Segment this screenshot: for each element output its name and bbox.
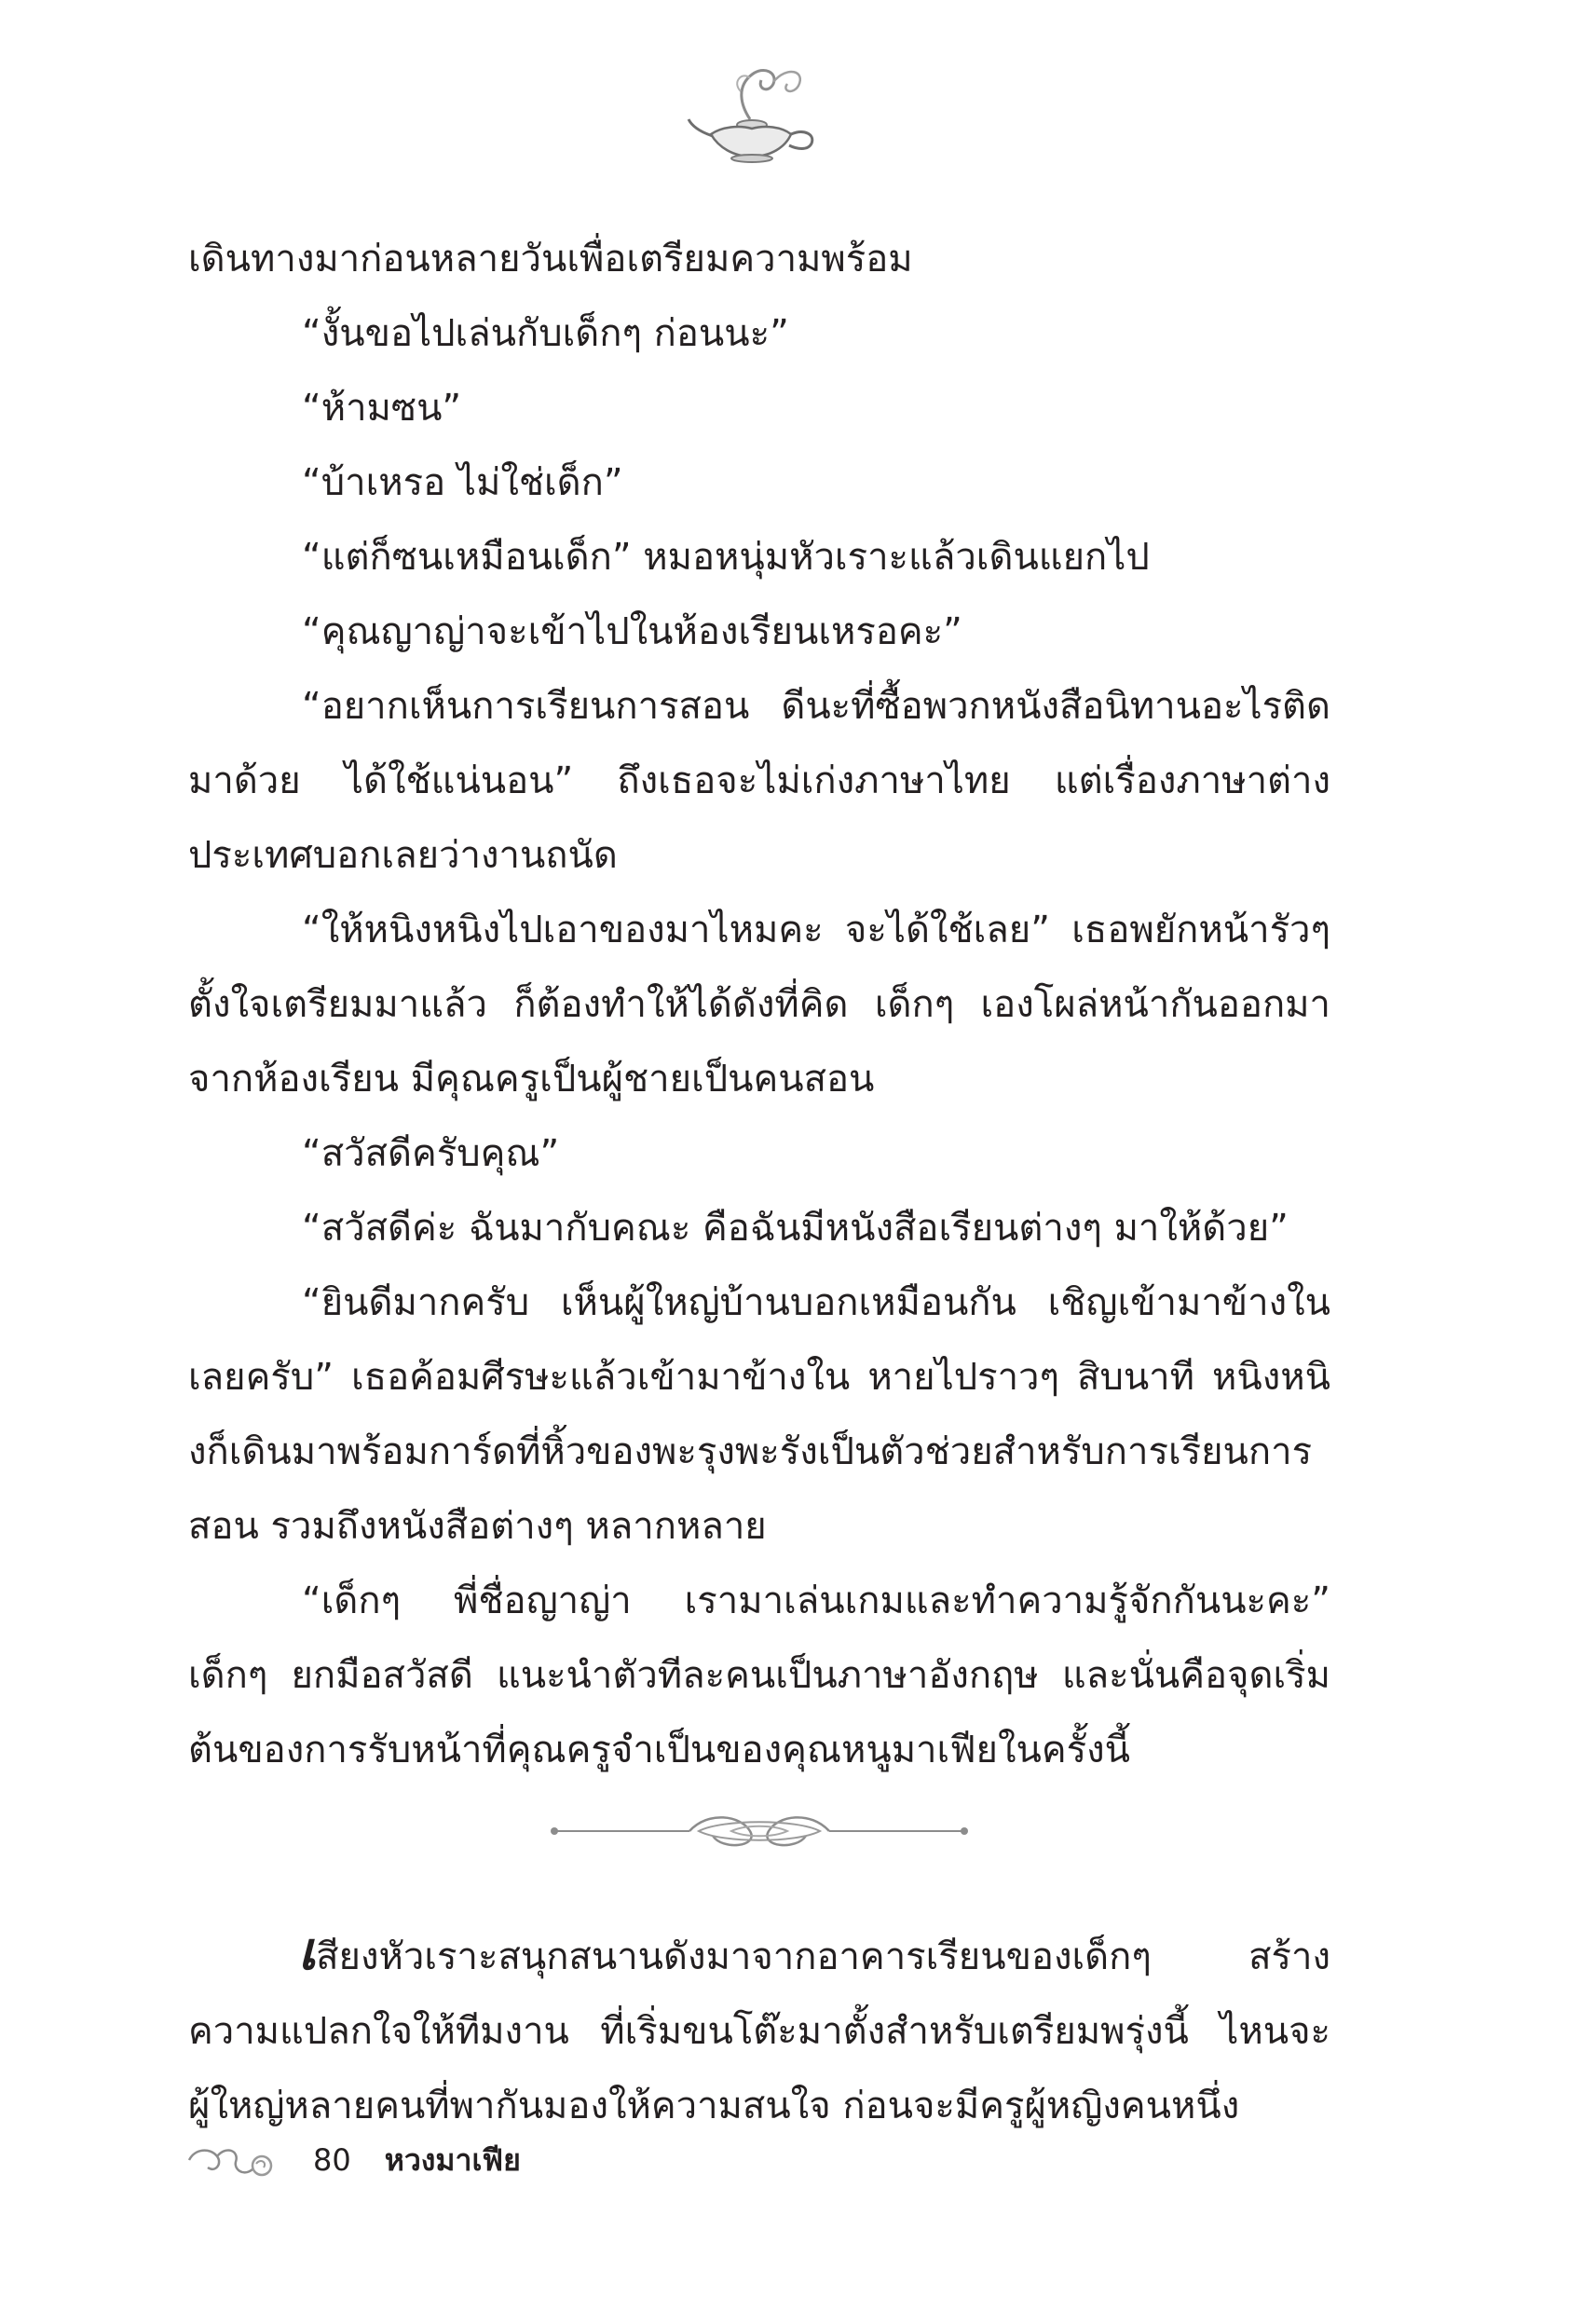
- paragraph: เดินทางมาก่อนหลายวันเพื่อเตรียมความพร้อม: [188, 238, 913, 280]
- page-number: 80: [313, 2142, 351, 2178]
- paragraph: “งั้นขอไปเล่นกับเด็กๆ ก่อนนะ”: [302, 312, 789, 355]
- paragraph-text: สียงหัวเราะสนุกสนานดังมาจากอาคารเรียนของเด็กๆ สร้างความแปลกใจให้ทีมงาน ที่เริ่มขนโต๊ะมาตั้งสำหรับเตรียมพรุ่งนี้ ไหนจะผู้ใหญ่หลายคนที่พากันมองให้ความสนใจ ก่อนจะมีครูผู้หญิงคนหนึ่ง: [188, 1935, 1330, 2127]
- paragraph: “สวัสดีค่ะ ฉันมากับคณะ คือฉันมีหนังสือเรียนต่างๆ มาให้ด้วย”: [302, 1207, 1289, 1250]
- paragraph: “อยากเห็นการเรียนการสอน ดีนะที่ซื้อพวกหนังสือนิทานอะไรติดมาด้วย ได้ใช้แน่นอน” ถึงเธอจะไม่เก่งภาษาไทย แต่เรื่องภาษาต่างประเทศบอกเลยว่างานถนัด: [188, 685, 1330, 877]
- flourish-divider-icon: [550, 1806, 969, 1856]
- paragraph: “เด็กๆ พี่ชื่อญาญ่า เรามาเล่นเกมและทำความรู้จักกันนะคะ” เด็กๆ ยกมือสวัสดี แนะนำตัวทีละคนเป็นภาษาอังกฤษ และนั่นคือจุดเริ่มต้นของการรับหน้าที่คุณครูจำเป็นของคุณหนูมาเฟียในครั้งนี้: [188, 1579, 1330, 1771]
- paragraph: “ยินดีมากครับ เห็นผู้ใหญ่บ้านบอกเหมือนกัน เชิญเข้ามาข้างในเลยครับ” เธอค้อมศีรษะแล้วเข้ามาข้างใน หายไปราวๆ สิบนาที หนิงหนิงก็เดินมาพร้อมการ์ดที่หิ้วของพะรุงพะรังเป็นตัวช่วยสำหรับการเรียนการสอน รวมถึงหนังสือต่างๆ หลากหลาย: [188, 1281, 1330, 1548]
- paragraph: “แต่ก็ซนเหมือนเด็ก” หมอหนุ่มหัวเราะแล้วเดินแยกไป: [302, 536, 1150, 579]
- paragraph: [188, 1920, 1330, 2143]
- main-text: [188, 222, 1330, 1787]
- section-2-text: [188, 1920, 1330, 2143]
- paragraph: “บ้าเหรอ ไม่ใช่เด็ก”: [302, 461, 623, 504]
- genie-lamp-icon: [685, 54, 825, 166]
- book-title: หวงมาเฟีย: [384, 2141, 521, 2178]
- swirl-ornament-icon: [182, 2136, 280, 2184]
- paragraph: “ห้ามซน”: [302, 387, 462, 430]
- page-footer: [182, 2132, 521, 2188]
- drop-cap: เ: [298, 1921, 317, 1982]
- paragraph: “ให้หนิงหนิงไปเอาของมาไหมคะ จะได้ใช้เลย” เธอพยักหน้ารัวๆ ตั้งใจเตรียมมาแล้ว ก็ต้องทำให้ได้ดังที่คิด เด็กๆ เองโผล่หน้ากันออกมาจากห้องเรียน มีคุณครูเป็นผู้ชายเป็นคนสอน: [188, 909, 1330, 1101]
- paragraph: “สวัสดีครับคุณ”: [302, 1132, 560, 1175]
- paragraph: “คุณญาญ่าจะเข้าไปในห้องเรียนเหรอคะ”: [302, 610, 962, 653]
